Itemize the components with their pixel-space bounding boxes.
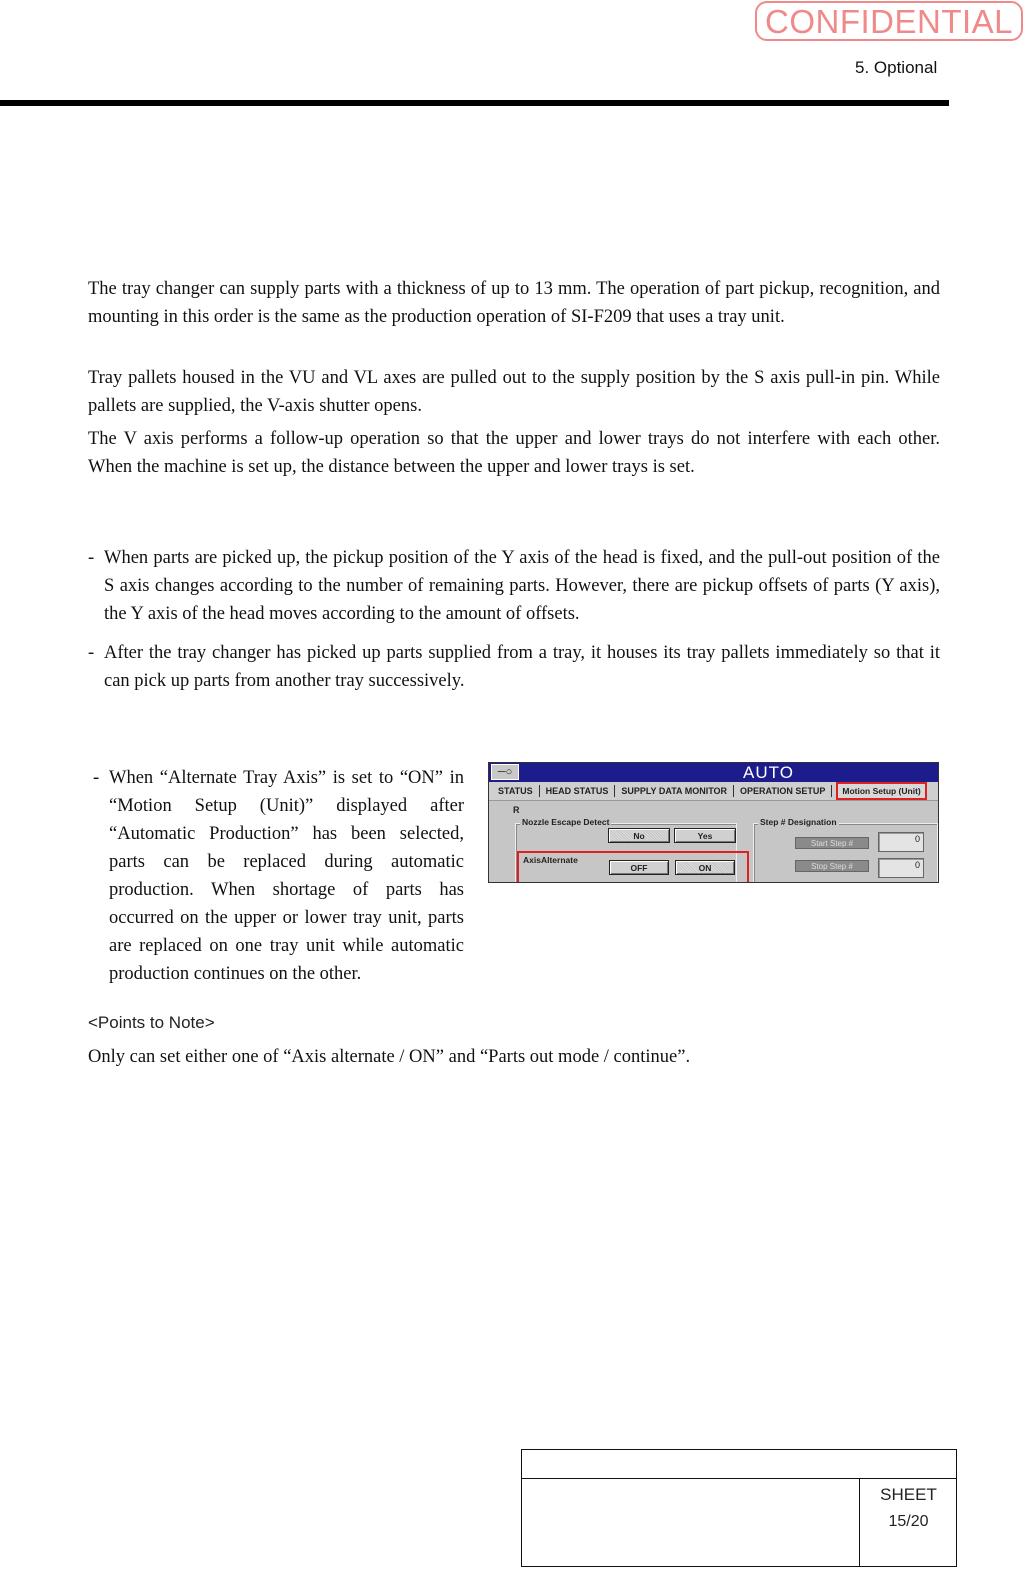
note-text: Only can set either one of “Axis alternate / ON” and “Parts out mode / continue”. [88,1047,691,1067]
footer-top-row [522,1450,956,1479]
bullet-item [88,639,940,695]
section-r-label: R [513,805,520,815]
start-step-field[interactable]: 0 [878,832,924,852]
tab-motion-setup-unit[interactable]: Motion Setup (Unit) [836,782,926,800]
axis-off-button[interactable]: OFF [609,860,669,875]
section-label: 5. Optional [855,58,938,77]
axis-on-button[interactable]: ON [675,860,735,875]
group-label: Nozzle Escape Detect [522,817,610,827]
paragraph-v-axis: The V axis performs a follow-up operation so that the upper and lower trays do not interfere with each other. When the machine is set up, the distance between the upper and lower trays is set. [88,429,940,477]
bullet-text: When parts are picked up, the pickup position of the Y axis of the head is fixed, and the pull-out position of the S axis changes according to the number of remaining parts. However, there are pickup offsets of parts (Y axis), the Y axis of the head moves according to the amount of offsets. [104,548,940,624]
confidential-stamp: CONFIDENTIAL [755,1,1023,41]
bullet-text: When “Alternate Tray Axis” is set to “ON” in “Motion Setup (Unit)” displayed after “Automatic Production” has been selected, parts can be replaced during automatic production. When shortage of parts has occurred on the upper or lower tray unit, parts are replaced on one tray unit while automatic production continues on the other. [109,768,464,984]
bullet-marker: - [88,643,95,663]
sheet-label: SHEET [880,1485,937,1504]
start-step-label: Start Step # [795,837,869,849]
note-heading: <Points to Note> [88,1013,215,1032]
tab-operation-setup[interactable]: OPERATION SETUP [734,785,832,797]
paragraph-tray-pallets: Tray pallets housed in the VU and VL axes are pulled out to the supply position by the S axis pull-in pin. While pallets are supplied, the V-axis shutter opens. [88,368,940,416]
tab-supply-data-monitor[interactable]: SUPPLY DATA MONITOR [615,785,734,797]
stop-step-label: Stop Step # [795,860,869,872]
ui-titlebar [489,763,938,782]
header-rule [0,100,949,106]
sheet-number: 15/20 [888,1513,929,1530]
bullet-item [93,764,464,988]
tab-status[interactable]: STATUS [489,785,540,797]
footer-title-block [521,1449,957,1567]
group-label: AxisAlternate [523,855,578,865]
bullet-marker: - [88,548,95,568]
paragraph-tray-changer: The tray changer can supply parts with a thickness of up to 13 mm. The operation of part pickup, recognition, and mounting in this order is the same as the production operation of SI-F209 that uses a tray unit. [88,279,940,327]
bullet-marker: - [93,768,100,788]
bullet-text: After the tray changer has picked up parts supplied from a tray, it houses its tray pallets immediately so that it can pick up parts from another tray successively. [104,643,940,691]
stop-step-field[interactable]: 0 [878,858,924,878]
key-icon: ─○ [491,764,519,780]
ui-tab-bar [489,782,938,801]
tab-head-status[interactable]: HEAD STATUS [540,785,616,797]
nozzle-yes-button[interactable]: Yes [674,828,736,843]
motion-setup-screenshot [488,762,939,883]
group-label: Step # Designation [760,817,837,827]
bullet-item [88,544,940,628]
ui-title: AUTO [743,763,794,782]
nozzle-no-button[interactable]: No [608,828,670,843]
